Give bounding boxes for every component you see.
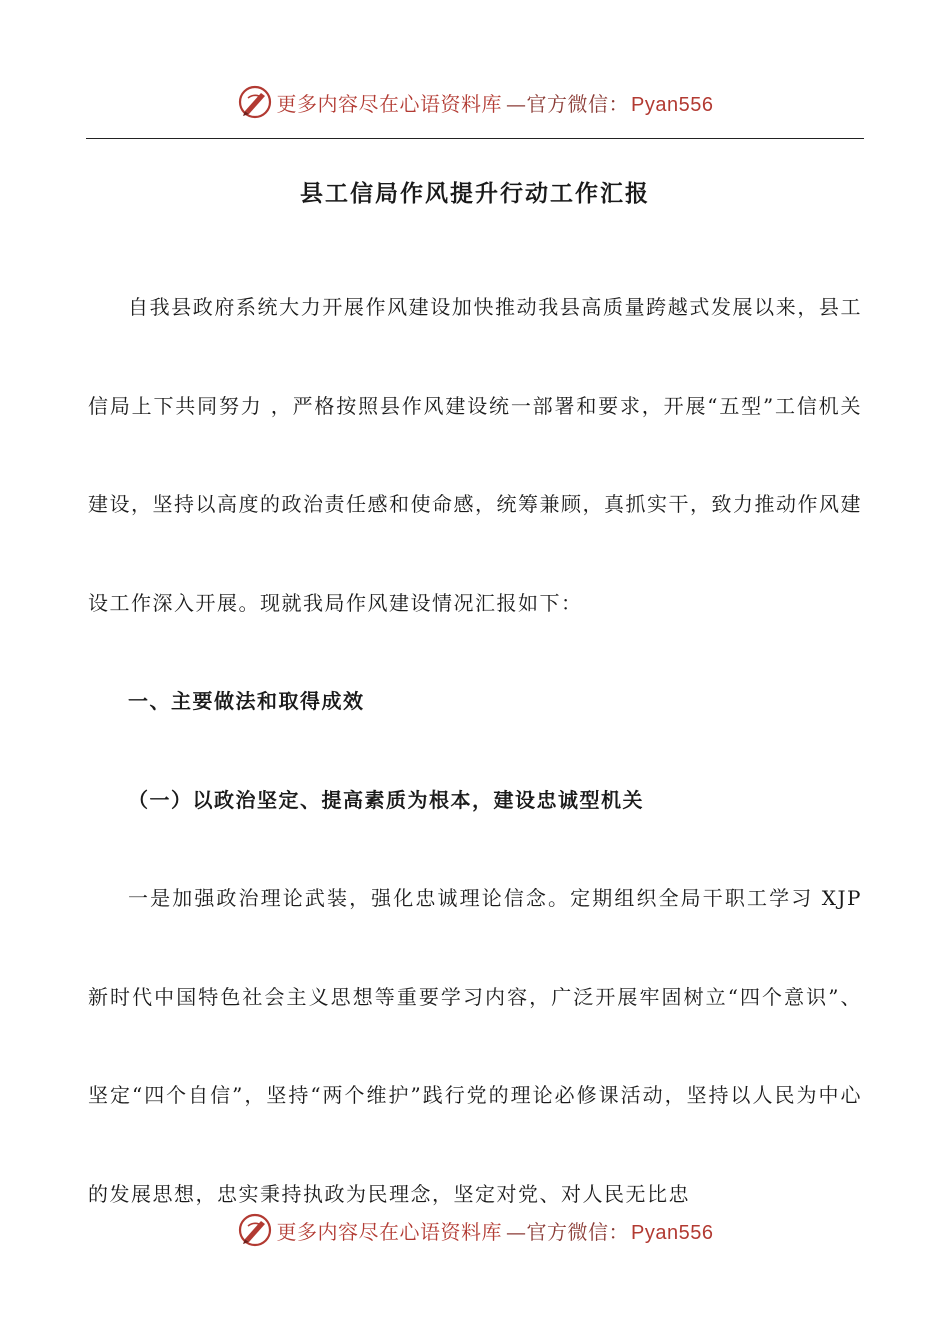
banner-sub-text: —官方微信： <box>506 1219 630 1244</box>
header-banner <box>0 80 950 124</box>
document-body <box>88 258 862 1243</box>
section-heading: 一、主要做法和取得成效 <box>128 689 365 713</box>
header-divider <box>86 138 864 139</box>
pen-logo-icon <box>237 84 273 120</box>
banner-wechat-id: Pyan556 <box>631 93 714 116</box>
intro-paragraph: 自我县政府系统大力开展作风建设加快推动我县高质量跨越式发展以来，县工信局上下共同努力 ，严格按照县作风建设统一部署和要求，开展“五型”工信机关建设，坚持以高度的政治责任感和使命感，统筹兼顾，真抓实干，致力推动作风建设工作深入开展。现就我局作风建设情况汇报如下： <box>88 295 862 615</box>
footer-banner <box>0 1208 950 1252</box>
banner-text <box>277 1216 714 1245</box>
subsection-heading: （一）以政治坚定、提高素质为根本，建设忠诚型机关 <box>128 787 644 812</box>
pen-logo-icon <box>237 1212 273 1248</box>
banner-main-text: 更多内容尽在心语资料库 <box>276 1219 503 1244</box>
banner-wechat-id: Pyan556 <box>631 1221 714 1244</box>
banner-sub-text: —官方微信： <box>506 91 630 116</box>
body-paragraph: 一是加强政治理论武装，强化忠诚理论信念。定期组织全局干职工学习 XJP新时代中国特色社会主义思想等重要学习内容，广泛开展牢固树立“四个意识”、坚定“四个自信”，坚持“两个维护”践行党的理论必修课活动，坚持以人民为中心的发展思想，忠实秉持执政为民理念，坚定对党、对人民无比忠 <box>88 886 862 1206</box>
document-title: 县工信局作风提升行动工作汇报 <box>300 180 650 207</box>
banner-main-text: 更多内容尽在心语资料库 <box>276 91 503 116</box>
banner-text <box>277 88 714 117</box>
